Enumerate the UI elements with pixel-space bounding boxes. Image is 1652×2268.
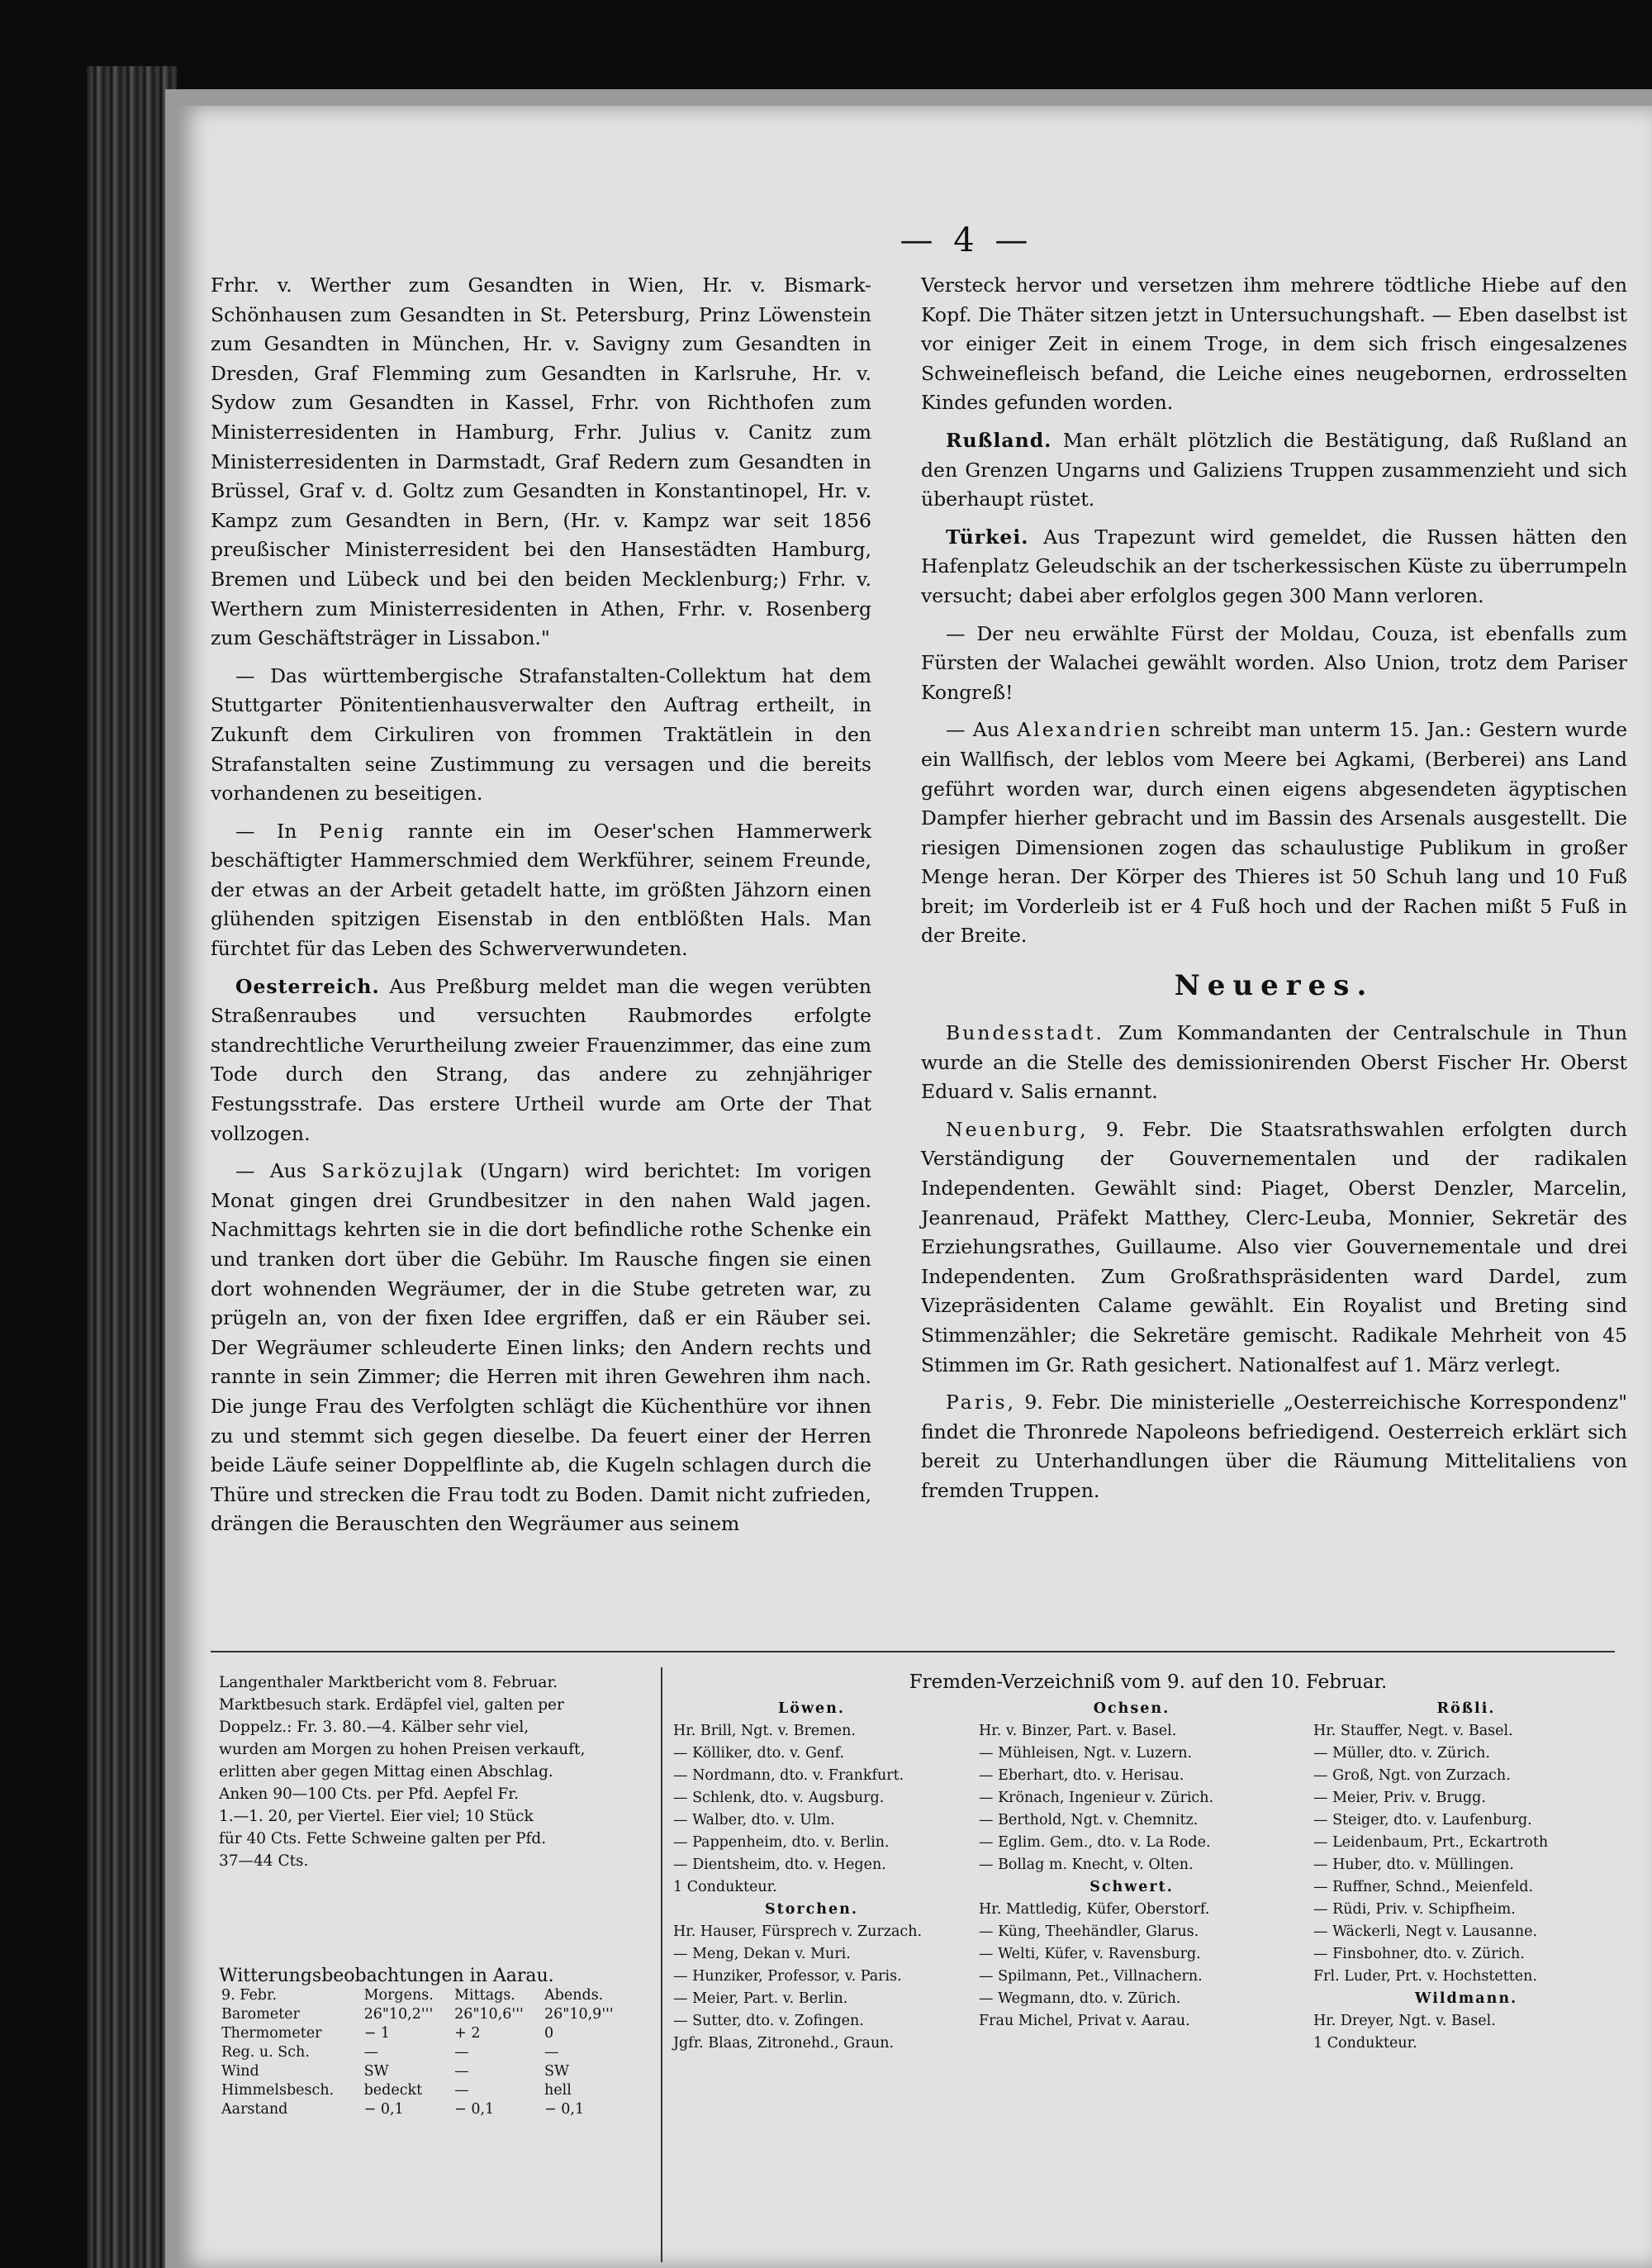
spaced-place-name: Sarközujlak bbox=[321, 1159, 465, 1183]
guest-entry: — Schlenk, dto. v. Augsburg. bbox=[673, 1790, 885, 1806]
spaced-place-name: Alexandrien bbox=[1017, 718, 1163, 742]
guest-column-roessli-wildmann bbox=[1313, 1698, 1619, 2055]
page-number: — 4 — bbox=[900, 221, 1033, 259]
guest-entry: 1 Condukteur. bbox=[1313, 2035, 1417, 2052]
newspaper-page bbox=[178, 106, 1652, 2268]
market-report bbox=[219, 1671, 653, 1872]
market-line: 1.—1. 20, per Viertel. Eier viel; 10 Stück bbox=[219, 1808, 534, 1825]
article-paragraph bbox=[211, 271, 871, 654]
guest-entry: Hr. Mattledig, Küfer, Oberstorf. bbox=[979, 1901, 1210, 1918]
paragraph-text: 9. Febr. Die Staatsrathswahlen erfolgten durch Verständigung der Gouvernementalen und der radikalen Independenten. Gewählt sind: Piaget, Oberst Denzler, Marcelin, Jeanrenaud, Präfekt Matthey, Clerc-Leuba, Monnier, Sekretär des Erziehungsrathes, Guillaume. Also vier Gouvernementale und drei Independenten. Zum Großrathspräsidenten ward Dardel, zum Vizepräsidenten Calame gewählt. Ein Royalist und Breting sind Stimmenzähler; die Sekretäre gemischt. Radikale Mehrheit von 45 Stimmen im Gr. Rath gesichert. Nationalfest auf 1. März verlegt. bbox=[921, 1117, 1627, 1376]
hotel-name: Löwen. bbox=[778, 1700, 845, 1717]
news-paragraph bbox=[921, 1019, 1627, 1107]
hotel-name: Ochsen. bbox=[1093, 1700, 1170, 1717]
guest-entry: — Berthold, Ngt. v. Chemnitz. bbox=[979, 1812, 1199, 1828]
right-column bbox=[921, 271, 1627, 1514]
weather-row bbox=[219, 2024, 632, 2043]
weather-cell: Thermometer bbox=[221, 2025, 322, 2042]
guest-entry: — Eberhart, dto. v. Herisau. bbox=[979, 1767, 1184, 1784]
guest-entry: — Spilmann, Pet., Villnachern. bbox=[979, 1968, 1203, 1985]
paragraph-text: schreibt man unterm 15. Jan.: Gestern wurde ein Wallfisch, der leblos vom Meere bei Agkami, (Berberei) ans Land geführt worden war, durch einen eigens abgesendeten ägyptischen Dampfer hierher gebracht und im Bassin des Arsenals ausgestellt. Die riesigen Dimensionen zogen das schaulustige Publikum in großer Menge heran. Der Körper des Thieres ist 50 Schuh lang und 10 Fuß breit; im Vorderleib ist er 4 Fuß hoch und der Rachen mißt 5 Fuß in der Breite. bbox=[921, 718, 1627, 948]
weather-cell: 26"10,6''' bbox=[454, 2006, 524, 2023]
weather-cell: − 0,1 bbox=[454, 2101, 495, 2118]
guest-entry: Frl. Luder, Prt. v. Hochstetten. bbox=[1313, 1968, 1537, 1985]
horizontal-rule bbox=[211, 1651, 1615, 1652]
weather-header-cell: Abends. bbox=[544, 1987, 604, 2004]
guest-entry: — Huber, dto. v. Müllingen. bbox=[1313, 1857, 1514, 1873]
weather-cell: 26"10,9''' bbox=[544, 2006, 614, 2023]
paragraph-text: Aus Trapezunt wird gemeldet, die Russen hätten den Hafenplatz Geleudschik an der tscherkessischen Küste zu überrumpeln versucht; dabei aber erfolglos gegen 300 Mann verloren. bbox=[921, 525, 1627, 607]
weather-observations bbox=[219, 1944, 648, 2119]
spaced-place-name: Paris, bbox=[946, 1391, 1017, 1415]
article-paragraph bbox=[211, 1157, 871, 1539]
weather-row bbox=[219, 2005, 632, 2024]
article-paragraph bbox=[211, 817, 871, 964]
guest-entry: — Leidenbaum, Prt., Eckartroth bbox=[1313, 1834, 1549, 1851]
article-paragraph bbox=[921, 620, 1627, 708]
hotel-name: Storchen. bbox=[765, 1901, 858, 1918]
weather-row bbox=[219, 2043, 632, 2062]
guest-entry: — Kölliker, dto. v. Genf. bbox=[673, 1745, 845, 1762]
weather-row bbox=[219, 2100, 632, 2119]
paragraph-text: (Ungarn) wird berichtet: Im vorigen Monat gingen drei Grundbesitzer in den nahen Wald jagen. Nachmittags kehrten sie in die dort befindliche rothe Schenke ein und tranken dort über die Gebühr. Im Rausche fingen sie einen dort wohnenden Wegräumer, der in die Stube getreten war, zu prügeln an, von der fixen Idee ergriffen, daß er ein Räuber sei. Der Wegräumer schleuderte Einen links; den Andern rechts und rannte in sein Zimmer; die Herren mit ihren Gewehren ihm nach. Die junge Frau des Verfolgten schlägt die Küchenthüre vor ihnen zu und stemmt sich gegen dieselbe. Da feuert einer der Herren beide Läufe seiner Doppelflinte ab, die Kugeln schlagen durch die Thüre und strecken die Frau todt zu Boden. Damit nicht zufrieden, drängen die Berauschten den Wegräumer aus seinem bbox=[211, 1159, 871, 1536]
neueres-heading: Neueres. bbox=[1174, 969, 1374, 1003]
weather-cell: — bbox=[454, 2082, 469, 2099]
article-paragraph bbox=[211, 972, 871, 1149]
hotel-name: Rößli. bbox=[1436, 1700, 1496, 1717]
guest-entry: — Welti, Küfer, v. Ravensburg. bbox=[979, 1946, 1201, 1962]
weather-cell: − 0,1 bbox=[544, 2101, 585, 2118]
section-heading: Oesterreich. bbox=[235, 974, 380, 998]
market-line: für 40 Cts. Fette Schweine galten per Pfd. bbox=[219, 1830, 547, 1847]
book-binding bbox=[87, 66, 178, 2268]
guest-column-loewen-storchen bbox=[673, 1698, 950, 2055]
market-line: 37—44 Cts. bbox=[219, 1852, 309, 1870]
paragraph-prefix: — In bbox=[235, 819, 319, 843]
weather-row bbox=[219, 2062, 632, 2081]
weather-cell: bedeckt bbox=[363, 2082, 423, 2099]
left-column bbox=[211, 271, 871, 1548]
guest-entry: — Hunziker, Professor, v. Paris. bbox=[673, 1968, 902, 1985]
market-line: Doppelz.: Fr. 3. 80.—4. Kälber sehr viel, bbox=[219, 1719, 529, 1736]
guest-entry: Jgfr. Blaas, Zitronehd., Graun. bbox=[673, 2035, 895, 2052]
guest-entry: Hr. v. Binzer, Part. v. Basel. bbox=[979, 1723, 1177, 1739]
guest-entry: — Meier, Priv. v. Brugg. bbox=[1313, 1790, 1486, 1806]
guest-entry: — Ruffner, Schnd., Meienfeld. bbox=[1313, 1879, 1534, 1895]
paragraph-prefix: — Aus bbox=[946, 718, 1018, 742]
paragraph-text: Frhr. v. Werther zum Gesandten in Wien, Hr. v. Bismark-Schönhausen zum Gesandten in St. Petersburg, Prinz Löwenstein zum Gesandten in München, Hr. v. Savigny zum Gesandten in Dresden, Graf Flemming zum Gesandten in Karlsruhe, Hr. v. Sydow zum Gesandten in Kassel, Frhr. von Richthofen zum Ministerresidenten in Hamburg, Frhr. Julius v. Canitz zum Ministerresidenten in Darmstadt, Graf Redern zum Gesandten in Brüssel, Graf v. d. Goltz zum Gesandten in Konstantinopel, Hr. v. Kampz zum Gesandten in Bern, (Hr. v. Kampz war seit 1856 preußischer Ministerresident bei den Hansestädten Hamburg, Bremen und Lübeck und bei den beiden Mecklenburg;) Frhr. v. Werthern zum Ministerresidenten in Athen, Frhr. v. Rosenberg zum Geschäftsträger in Lissabon." bbox=[211, 273, 871, 650]
weather-cell: Barometer bbox=[221, 2006, 300, 2023]
paragraph-text: Zum Kommandanten der Centralschule in Thun wurde an die Stelle des demissionirenden Oberst Fischer Hr. Oberst Eduard v. Salis ernannt. bbox=[921, 1021, 1627, 1104]
weather-cell: Reg. u. Sch. bbox=[221, 2044, 310, 2061]
guest-entry: — Steiger, dto. v. Laufenburg. bbox=[1313, 1812, 1532, 1828]
market-line: erlitten aber gegen Mittag einen Abschlag. bbox=[219, 1763, 553, 1781]
section-heading: Türkei. bbox=[946, 525, 1029, 549]
guest-entry: — Mühleisen, Ngt. v. Luzern. bbox=[979, 1745, 1193, 1762]
news-paragraph bbox=[921, 1388, 1627, 1505]
guest-list bbox=[673, 1671, 1623, 2227]
guest-entry: — Nordmann, dto. v. Frankfurt. bbox=[673, 1767, 904, 1784]
spaced-place-name: Penig bbox=[318, 819, 387, 843]
paragraph-prefix: — Aus bbox=[235, 1159, 322, 1183]
guest-entry: — Küng, Theehändler, Glarus. bbox=[979, 1923, 1199, 1940]
guest-list-title: Fremden-Verzeichniß vom 9. auf den 10. Februar. bbox=[909, 1671, 1388, 1693]
market-line: Marktbesuch stark. Erdäpfel viel, galten per bbox=[219, 1696, 564, 1714]
news-paragraph bbox=[921, 1115, 1627, 1380]
guest-entry: — Bollag m. Knecht, v. Olten. bbox=[979, 1857, 1194, 1873]
article-paragraph bbox=[211, 662, 871, 809]
paragraph-text: 9. Febr. Die ministerielle „Oesterreichische Korrespondenz" findet die Thronrede Napoleons befriedigend. Oesterreich erklärt sich bereit zu Unterhandlungen über die Räumung Mittelitaliens von fremden Truppen. bbox=[921, 1391, 1627, 1502]
guest-entry: — Walber, dto. v. Ulm. bbox=[673, 1812, 835, 1828]
weather-cell: Aarstand bbox=[221, 2101, 288, 2118]
paragraph-text: rannte ein im Oeser'schen Hammerwerk beschäftigter Hammerschmied dem Werkführer, seinem Freunde, der etwas an der Arbeit getadelt hatte, im größten Jähzorn einen glühenden spitzigen Eisenstab in den entblößten Hals. Man fürchtet für das Leben des Schwerverwundeten. bbox=[211, 819, 871, 961]
guest-column-ochsen-schwert bbox=[979, 1698, 1284, 2033]
weather-title: Witterungsbeobachtungen in Aarau. bbox=[219, 1966, 554, 1986]
guest-entry: — Groß, Ngt. von Zurzach. bbox=[1313, 1767, 1511, 1784]
weather-table bbox=[219, 1986, 632, 2119]
guest-entry: — Dientsheim, dto. v. Hegen. bbox=[673, 1857, 886, 1873]
spaced-place-name: Neuenburg, bbox=[946, 1117, 1089, 1141]
hotel-name: Wildmann. bbox=[1414, 1990, 1518, 2007]
weather-header-cell: 9. Febr. bbox=[221, 1987, 278, 2004]
guest-entry: — Wegmann, dto. v. Zürich. bbox=[979, 1990, 1181, 2007]
weather-cell: Wind bbox=[221, 2063, 259, 2080]
article-paragraph bbox=[921, 523, 1627, 611]
weather-cell: — bbox=[454, 2044, 469, 2061]
weather-cell: − 0,1 bbox=[363, 2101, 404, 2118]
guest-entry: Frau Michel, Privat v. Aarau. bbox=[979, 2013, 1190, 2029]
weather-header-cell: Mittags. bbox=[454, 1987, 515, 2004]
weather-cell: 26"10,2''' bbox=[363, 2006, 434, 2023]
weather-cell: 0 bbox=[544, 2025, 554, 2042]
weather-cell: + 2 bbox=[454, 2025, 481, 2042]
weather-cell: Himmelsbesch. bbox=[221, 2082, 335, 2099]
weather-cell: — bbox=[454, 2063, 469, 2080]
guest-entry: — Rüdi, Priv. v. Schipfheim. bbox=[1313, 1901, 1516, 1918]
weather-cell: — bbox=[363, 2044, 379, 2061]
paragraph-text: Man erhält plötzlich die Bestätigung, daß Rußland an den Grenzen Ungarns und Galiziens Truppen zusammenzieht und sich überhaupt rüstet. bbox=[921, 428, 1627, 511]
spaced-place-name: Bundesstadt. bbox=[946, 1021, 1105, 1045]
weather-cell: — bbox=[544, 2044, 559, 2061]
guest-entry: 1 Condukteur. bbox=[673, 1879, 777, 1895]
guest-entry: — Meier, Part. v. Berlin. bbox=[673, 1990, 848, 2007]
vertical-rule bbox=[661, 1667, 662, 2262]
guest-entry: — Finsbohner, dto. v. Zürich. bbox=[1313, 1946, 1525, 1962]
article-paragraph bbox=[921, 271, 1627, 418]
market-line: Anken 90—100 Cts. per Pfd. Aepfel Fr. bbox=[219, 1785, 519, 1803]
paragraph-text: — Der neu erwählte Fürst der Moldau, Couza, ist ebenfalls zum Fürsten der Walachei gewählt worden. Also Union, trotz dem Pariser Kongreß! bbox=[921, 621, 1627, 704]
guest-entry: — Eglim. Gem., dto. v. La Rode. bbox=[979, 1834, 1211, 1851]
market-line: wurden am Morgen zu hohen Preisen verkauft, bbox=[219, 1741, 586, 1758]
guest-entry: — Müller, dto. v. Zürich. bbox=[1313, 1745, 1490, 1762]
article-paragraph bbox=[921, 426, 1627, 515]
market-line: Langenthaler Marktbericht vom 8. Februar. bbox=[219, 1674, 558, 1691]
guest-entry: Hr. Dreyer, Ngt. v. Basel. bbox=[1313, 2013, 1496, 2029]
paragraph-text: Versteck hervor und versetzen ihm mehrere tödtliche Hiebe auf den Kopf. Die Thäter sitzen jetzt in Untersuchungshaft. — Eben daselbst ist vor einiger Zeit in einem Troge, in dem sich frisch eingesalzenes Schweinefleisch befand, die Leiche eines neugebornen, erdrosselten Kindes gefunden worden. bbox=[921, 273, 1627, 415]
section-heading: Rußland. bbox=[946, 428, 1052, 452]
weather-cell: SW bbox=[544, 2063, 570, 2080]
weather-cell: − 1 bbox=[363, 2025, 390, 2042]
weather-row bbox=[219, 2081, 632, 2100]
weather-cell: SW bbox=[363, 2063, 389, 2080]
article-paragraph bbox=[921, 716, 1627, 951]
weather-header-row bbox=[219, 1986, 632, 2005]
weather-header-cell: Morgens. bbox=[363, 1987, 434, 2004]
guest-entry: — Wäckerli, Negt v. Lausanne. bbox=[1313, 1923, 1538, 1940]
guest-entry: — Meng, Dekan v. Muri. bbox=[673, 1946, 851, 1962]
guest-entry: Hr. Brill, Ngt. v. Bremen. bbox=[673, 1723, 856, 1739]
guest-entry: — Krönach, Ingenieur v. Zürich. bbox=[979, 1790, 1214, 1806]
guest-entry: Hr. Hauser, Fürsprech v. Zurzach. bbox=[673, 1923, 923, 1940]
paragraph-text: — Das württembergische Strafanstalten-Collektum hat dem Stuttgarter Pönitentienhausverwalter den Auftrag ertheilt, in Zukunft dem Cirkuliren von frommen Traktätlein in den Strafanstalten seine Zustimmung zu versagen und die bereits vorhandenen zu beseitigen. bbox=[211, 663, 871, 806]
weather-cell: hell bbox=[544, 2082, 572, 2099]
guest-entry: — Pappenheim, dto. v. Berlin. bbox=[673, 1834, 890, 1851]
guest-entry: Hr. Stauffer, Negt. v. Basel. bbox=[1313, 1723, 1513, 1739]
guest-entry: — Sutter, dto. v. Zofingen. bbox=[673, 2013, 864, 2029]
paragraph-text: Aus Preßburg meldet man die wegen verübten Straßenraubes und versuchten Raubmordes erfolgte standrechtliche Verurtheilung zweier Frauenzimmer, das eine zum Tode durch den Strang, das andere zu zehnjähriger Festungsstrafe. Das erstere Urtheil wurde am Orte der That vollzogen. bbox=[211, 974, 871, 1145]
hotel-name: Schwert. bbox=[1089, 1879, 1174, 1895]
